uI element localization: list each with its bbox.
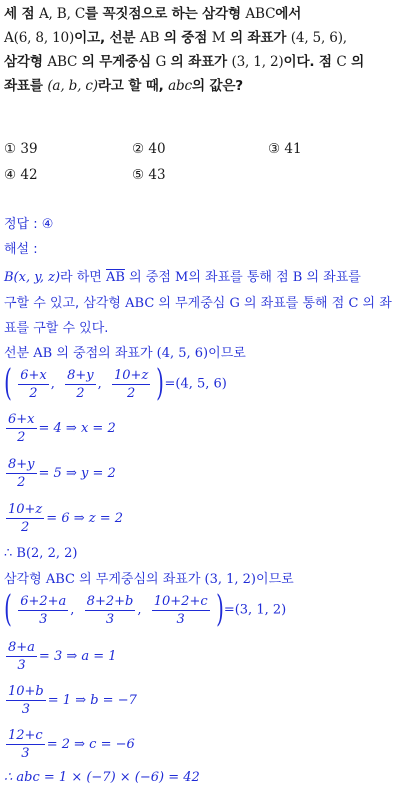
q-math: G [155, 54, 167, 70]
math: AB [33, 346, 53, 361]
q-text: 이고, 선분 [74, 30, 140, 46]
math: ABC [125, 296, 155, 311]
numerator: 10+z [8, 502, 43, 517]
explanation-line-4 [4, 344, 246, 364]
math: (4, 5, 6) [156, 346, 209, 361]
q-math: AB [139, 30, 160, 46]
q-text: 의 좌표가 [166, 54, 232, 70]
choice-value: 42 [20, 167, 38, 183]
q-text: 의 값은? [191, 78, 243, 94]
equation-rhs: = 6 ⇒ z = 2 [46, 511, 124, 526]
choice-value: 43 [148, 167, 166, 183]
q-math: (4, 5, 6), [290, 30, 347, 46]
q-text: 삼각형 [4, 54, 48, 70]
numerator: 8+y [8, 457, 35, 472]
numerator: 10+2+c [153, 593, 208, 609]
fraction [6, 412, 37, 445]
answer-label: 정답 : [4, 217, 42, 232]
q-text: 의 좌표가 [225, 30, 291, 46]
math: G [229, 296, 240, 311]
question-line-3 [4, 50, 396, 74]
choice-1[interactable] [4, 141, 38, 157]
q-text: 이다. 점 [283, 54, 337, 70]
fraction [6, 457, 37, 490]
text: 선분 [4, 346, 34, 361]
right-paren: ) [215, 589, 224, 630]
left-paren: ( [4, 363, 12, 404]
q-text: 의 중점 [159, 30, 212, 46]
q-math: A, B, C [38, 6, 86, 22]
text: 의 무게중심 [154, 296, 230, 311]
numerator: 8+y [67, 367, 94, 383]
final-result: ∴ abc = 1 × (−7) × (−6) = 42 [4, 770, 200, 785]
q-math: ABC [47, 54, 78, 70]
denominator: 3 [17, 658, 26, 673]
numerator: 8+a [8, 640, 35, 655]
choice-mark: ④ [4, 167, 17, 183]
explanation-line-8 [4, 570, 294, 590]
fraction [85, 594, 136, 627]
math: ABC [45, 572, 75, 587]
text: 이므로 [256, 572, 294, 587]
left-paren: ( [4, 589, 12, 630]
fraction [18, 594, 68, 627]
choice-5[interactable] [132, 167, 166, 183]
choice-4[interactable] [4, 167, 38, 183]
math: B(x, y, z) [4, 270, 61, 285]
q-text: 의 [346, 54, 365, 70]
midpoint-equation: ( $\frac{6+x}{2}$ , $\frac{8+y}{2}$ , $\frac{10+z}{2}$ )=(4, 5, 6) [4, 363, 227, 404]
denominator: 3 [105, 611, 115, 627]
text: 의 중점의 좌표가 [52, 346, 157, 361]
math: C [348, 296, 359, 311]
right-paren: ) [156, 363, 165, 404]
choice-value: 41 [284, 141, 302, 157]
numerator: 10+z [114, 367, 149, 383]
math: M [175, 270, 189, 285]
q-math: (3, 1, 2) [231, 54, 284, 70]
text: 삼각형 [4, 572, 46, 587]
equation-rhs: = 3 ⇒ a = 1 [38, 649, 117, 664]
choice-mark: ① [4, 141, 17, 157]
numerator: 6+x [20, 367, 47, 383]
equation-z [4, 502, 123, 535]
equation-x [4, 412, 116, 445]
denominator: 2 [21, 520, 30, 535]
fraction [6, 502, 44, 535]
explanation-label: 해설 : [4, 242, 38, 257]
equation-y [4, 457, 116, 490]
text: 라 하면 [60, 270, 106, 285]
equation-rhs: = 1 ⇒ b = −7 [47, 693, 137, 708]
denominator: 2 [29, 385, 38, 401]
question-line-4 [4, 74, 396, 98]
q-math: M [211, 30, 226, 46]
equation-rhs: =(3, 1, 2) [223, 602, 287, 618]
numerator: 6+x [8, 412, 35, 427]
choice-mark: ③ [268, 141, 281, 157]
choice-mark: ⑤ [132, 167, 145, 183]
q-text: 의 무게중심 [77, 54, 156, 70]
fraction [6, 684, 46, 717]
equation-a [4, 640, 117, 673]
denominator: 3 [21, 746, 30, 761]
denominator: 3 [21, 702, 31, 717]
fraction [112, 368, 150, 401]
text: 의 좌 [358, 296, 392, 311]
explanation-line-1 [4, 268, 361, 288]
denominator: 3 [176, 611, 185, 627]
text: 의 좌표를 [302, 270, 361, 285]
denominator: 3 [39, 611, 48, 627]
fraction [6, 640, 37, 673]
question-text [4, 2, 396, 98]
equation-b [4, 684, 137, 717]
q-math: (a, b, c) [47, 78, 98, 94]
fraction [65, 368, 96, 401]
choice-value: 40 [148, 141, 166, 157]
equation-rhs: = 4 ⇒ x = 2 [38, 421, 116, 436]
text: 의 무게중심의 좌표가 [74, 572, 205, 587]
q-text: 세 점 [4, 6, 39, 22]
math: (3, 1, 2) [204, 572, 257, 587]
equation-rhs: = 5 ⇒ y = 2 [38, 466, 116, 481]
fraction [6, 728, 45, 761]
point-b-result: ∴ B(2, 2, 2) [4, 546, 78, 561]
numerator: 12+c [8, 728, 43, 743]
denominator: 2 [17, 430, 26, 445]
fraction [152, 594, 210, 627]
centroid-equation: ( $\frac{6+2+a}{3}$ , $\frac{8+2+b}{3}$ , $\frac{10+2+c}{3}$ )=(3, 1, 2) [4, 589, 287, 630]
q-text: 를 꼭짓점으로 하는 삼각형 [85, 6, 246, 22]
numerator: 6+2+a [20, 593, 67, 609]
q-math: abc [168, 78, 192, 94]
choice-3[interactable] [268, 141, 302, 157]
choice-mark: ② [132, 141, 145, 157]
math: B [292, 270, 303, 285]
answer-line [4, 215, 53, 235]
choice-value: 39 [20, 141, 38, 157]
numerator: 8+2+b [86, 593, 134, 609]
answer-value: ④ [41, 217, 54, 232]
denominator: 2 [76, 385, 85, 401]
text: 의 좌표를 통해 점 [188, 270, 293, 285]
equation-rhs: =(4, 5, 6) [164, 376, 227, 392]
explanation-line-2 [4, 294, 392, 314]
q-text: 라고 할 때, [97, 78, 169, 94]
math: $\overline{AB}$ [105, 270, 125, 285]
explanation-line-3: 표를 구할 수 있다. [4, 321, 109, 336]
q-text: 에서 [275, 6, 302, 22]
question-line-2 [4, 26, 396, 50]
denominator: 2 [127, 385, 136, 401]
question-line-1 [4, 2, 396, 26]
text: 이므로 [208, 346, 246, 361]
equation-rhs: = 2 ⇒ c = −6 [46, 737, 135, 752]
q-math: A(6, 8, 10) [4, 30, 75, 46]
text: 구할 수 있고, 삼각형 [4, 296, 126, 311]
q-text: 좌표를 [4, 78, 48, 94]
denominator: 2 [17, 475, 26, 490]
equation-c [4, 728, 135, 761]
q-math: ABC [245, 6, 276, 22]
text: 의 중점 [124, 270, 176, 285]
numerator: 10+b [8, 684, 44, 699]
fraction [18, 368, 49, 401]
text: 의 좌표를 통해 점 [239, 296, 349, 311]
q-math: C [336, 54, 347, 70]
choice-2[interactable] [132, 141, 166, 157]
